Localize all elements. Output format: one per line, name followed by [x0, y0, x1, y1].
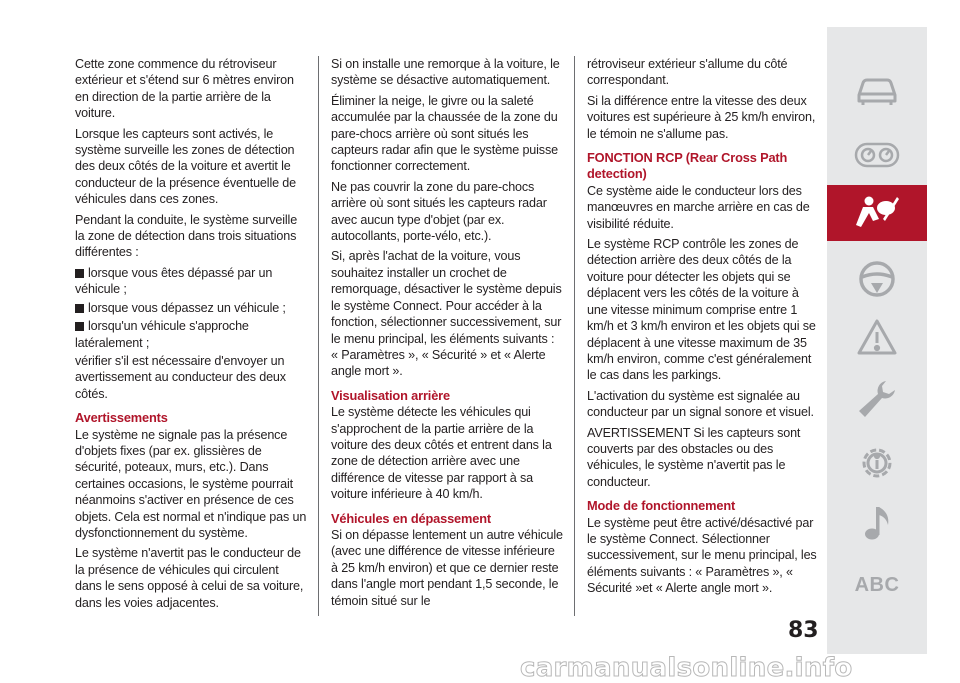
tab-vehicle[interactable] — [827, 63, 927, 119]
settings-gear-icon — [856, 442, 898, 484]
tab-multimedia[interactable] — [827, 495, 927, 551]
section-heading-overtaking: Véhicules en dépassement — [331, 510, 491, 526]
paragraph: Ce système aide le conducteur lors des manœuvres en marche arrière en cas de visibilité réduite. — [587, 183, 810, 231]
section-heading-warnings: Avertissements — [75, 410, 168, 426]
text-column-2 — [331, 56, 563, 613]
column-divider — [318, 56, 319, 616]
text-column-3 — [587, 56, 819, 601]
bullet-item: lorsque vous dépassez un véhicule ; — [75, 300, 307, 316]
music-note-icon — [862, 503, 892, 543]
column-divider — [574, 56, 575, 616]
paragraph: L'activation du système est signalée au conducteur par un signal sonore et visuel. — [587, 388, 814, 420]
paragraph: vérifier s'il est nécessaire d'envoyer un avertissement au conducteur des deux côtés. — [75, 353, 286, 401]
paragraph: Si on dépasse lentement un autre véhicule (avec une différence de vitesse inférieure à 25 km/h environ) et que ce dernier reste dans l'angle mort pendant 1,5 seconde, le témoin situé sur le — [331, 527, 563, 608]
tab-index[interactable] — [827, 557, 927, 613]
tab-maintenance[interactable] — [827, 371, 927, 427]
paragraph: Lorsque les capteurs sont activés, le système surveille les zones de détection des deux côtés de la voiture et avertit le conducteur de la présence éventuelle de véhicules dans ces zones. — [75, 126, 296, 207]
paragraph: AVERTISSEMENT Si les capteurs sont couverts par des obstacles ou des véhicules, le système n'avertit pas le conducteur. — [587, 425, 801, 489]
tab-warnings[interactable] — [827, 309, 927, 365]
tab-dashboard[interactable] — [827, 127, 927, 183]
paragraph: Éliminer la neige, le givre ou la saleté accumulée par la chaussée de la zone du pare-chocs arrière où sont situés les capteurs radar afin que le système puisse fonctionner correctement. — [331, 93, 558, 174]
text-column-1 — [75, 56, 307, 615]
bullet-square-icon — [75, 322, 84, 331]
section-heading-mode: Mode de fonctionnement — [587, 498, 736, 514]
index-abc-label: ABC — [854, 573, 900, 596]
paragraph: Si la différence entre la vitesse des deux voitures est supérieure à 25 km/h environ, le témoin ne s'allume pas. — [587, 93, 816, 141]
tab-safety[interactable] — [827, 185, 927, 241]
paragraph: Si on installe une remorque à la voiture, le système se désactive automatiquement. — [331, 57, 560, 88]
paragraph: Ne pas couvrir la zone du pare-chocs arrière où sont situés les capteurs radar avec aucun type d'objet (par ex. autocollants, porte-vélo, etc.). — [331, 179, 547, 244]
bullet-item: lorsque vous êtes dépassé par un véhicule ; — [75, 265, 273, 297]
page-number: 83 — [788, 618, 819, 643]
bullet-square-icon — [75, 269, 84, 278]
tab-driving[interactable] — [827, 251, 927, 307]
steering-wheel-icon — [857, 259, 897, 299]
tab-technical-data[interactable] — [827, 435, 927, 491]
car-icon — [855, 75, 899, 107]
gauges-icon — [854, 141, 900, 169]
paragraph: rétroviseur extérieur s'allume du côté correspondant. — [587, 57, 788, 88]
paragraph: Le système détecte les véhicules qui s'approchent de la partie arrière de la voiture des deux côtés et entrent dans la zone de détection arrière avec une différence de vitesse par rapport à sa voiture inférieure à 40 km/h. — [331, 405, 552, 502]
paragraph: Pendant la conduite, le système surveille la zone de détection dans trois situations différentes : — [75, 212, 298, 260]
paragraph: Si, après l'achat de la voiture, vous souhaitez installer un crochet de remorquage, désactiver le système depuis le système Connect. Pour accéder à la fonction, sélectionner successivement, sur le menu principal, les éléments suivants : « Paramètres », « Sécurité » et « Alerte angle mort ». — [331, 249, 562, 379]
bullet-square-icon — [75, 304, 84, 313]
bullet-item: lorsqu'un véhicule s'approche latéralement ; — [75, 319, 249, 350]
warning-triangle-icon — [856, 318, 898, 356]
paragraph: Le système n'avertit pas le conducteur de la présence de véhicules qui circulent dans le sens opposé à celui de sa voiture, dans les voies adjacentes. — [75, 546, 304, 610]
section-heading-rcp: FONCTION RCP (Rear Cross Path detection) — [587, 150, 788, 182]
watermark-text: carmanualsonline.info — [520, 654, 960, 683]
section-heading-rear-view: Visualisation arrière — [331, 387, 450, 403]
paragraph: Le système peut être activé/désactivé par le système Connect. Sélectionner successivement, sur le menu principal, les éléments suivants : « Paramètres », « Sécurité »et « Alerte angle mort ». — [587, 515, 817, 596]
wrench-icon — [856, 378, 898, 420]
paragraph: Le système RCP contrôle les zones de détection arrière des deux côtés de la voiture pour détecter les objets qui se déplacent vers les côtés de la voiture à une vitesse minimum comprise entre 1 km/h et 3 km/h environ et les objets qui se déplacent à une vitesse maximum de 35 km/h environ, comme c'est généralement le cas dans les parkings. — [587, 237, 816, 383]
airbag-safety-icon — [853, 193, 901, 233]
chapter-sidebar — [827, 27, 927, 657]
paragraph: Le système ne signale pas la présence d'objets fixes (par ex. glissières de sécurité, poteaux, murs, etc.). Dans certaines occasions, le système pourrait néanmoins s'activer en présence de ces objets. Cela est normal et n'indique pas un dysfonctionnement du système. — [75, 427, 307, 540]
paragraph: Cette zone commence du rétroviseur extérieur et s'étend sur 6 mètres environ en direction de la partie arrière de la voiture. — [75, 57, 294, 121]
